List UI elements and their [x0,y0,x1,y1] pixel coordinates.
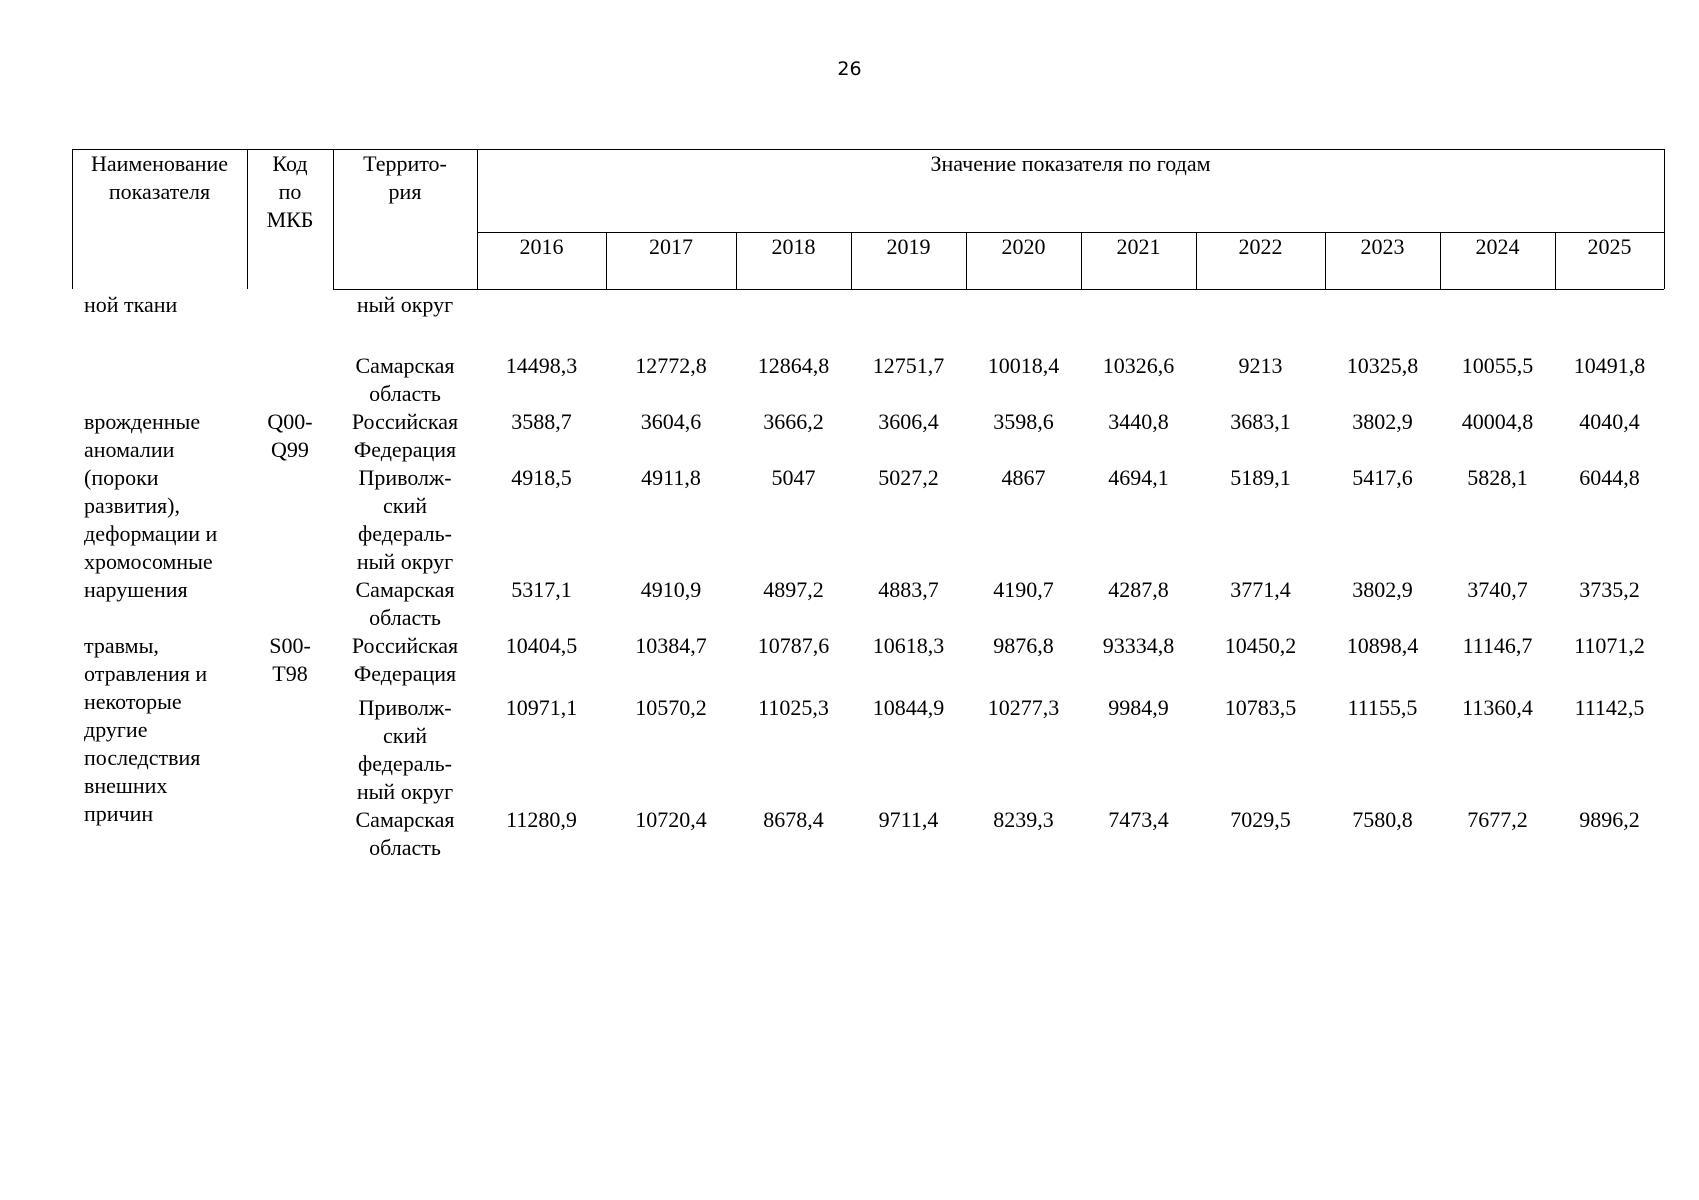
indicator-name-tail: ной ткани [84,292,178,317]
value-cell: 5828,1 [1467,465,1528,490]
value-cell: 4911,8 [641,465,701,490]
value-cell: 3588,7 [511,409,572,434]
header-year: 2021 [1116,234,1161,259]
value-cell: 5417,6 [1352,465,1413,490]
value-cell: 3802,9 [1352,409,1413,434]
value-cell: 11025,3 [758,695,829,720]
header-year: 2016 [519,234,564,259]
value-cell: 10491,8 [1573,353,1646,378]
territory-tail: ный округ [356,292,454,317]
territory-name: Федерация [353,437,457,462]
indicator-name: травмы, [84,633,159,658]
value-cell: 10384,7 [635,633,707,658]
icd-code: Q00- [267,409,313,434]
territory-name: ный округ [356,549,454,574]
header-territory: рия [388,179,422,204]
territory-name: ный округ [356,779,454,804]
indicator-name: хромосомные [84,549,213,574]
value-cell: 12864,8 [757,353,830,378]
value-cell: 4694,1 [1108,465,1169,490]
header-indicator-name: показателя [108,179,211,204]
value-cell: 14498,3 [505,353,578,378]
value-cell: 3666,2 [763,409,824,434]
territory-name: ский [383,493,427,518]
territory-name: Самарская [355,807,455,832]
indicator-name: отравления и [84,661,208,686]
indicator-name: последствия [84,745,201,770]
value-cell: 4910,9 [640,577,702,602]
indicator-name: внешних [84,773,168,798]
value-cell: 3740,7 [1467,577,1528,602]
value-cell: 10787,6 [757,633,830,658]
value-cell: 11360,4 [1462,695,1533,720]
header-year: 2024 [1475,234,1520,259]
value-cell: 6044,8 [1579,465,1640,490]
territory-name: федераль- [358,521,452,546]
territory-name: область [369,605,441,630]
value-cell: 10404,5 [505,633,578,658]
territory-name: Приволж- [358,465,452,490]
header-year: 2025 [1587,234,1632,259]
value-cell: 12772,8 [635,353,707,378]
value-cell: 10570,2 [635,695,707,720]
value-cell: 5027,2 [878,465,939,490]
value-cell: 9896,2 [1579,807,1640,832]
value-cell: 9711,4 [878,807,939,832]
value-cell: 3604,6 [640,409,702,434]
territory-name: ский [383,723,427,748]
territory-name: Российская [351,633,459,658]
value-cell: 10783,5 [1224,695,1297,720]
value-cell: 9984,9 [1108,695,1169,720]
value-cell: 4287,8 [1108,577,1169,602]
value-cell: 4918,5 [511,465,572,490]
indicator-name: другие [84,717,148,742]
territory-name: Самарская [355,577,455,602]
value-cell: 10018,4 [987,353,1060,378]
value-cell: 3771,4 [1230,577,1291,602]
value-cell: 9876,8 [993,633,1054,658]
header-icd-code: МКБ [266,207,314,232]
value-cell: 10618,3 [872,633,945,658]
header-year: 2018 [771,234,816,259]
value-cell: 11146,7 [1462,633,1533,658]
header-year: 2017 [649,234,693,259]
indicator-name: (пороки [84,465,159,490]
value-cell: 7580,8 [1352,807,1413,832]
value-cell: 12751,7 [872,353,945,378]
icd-code: Q99 [271,437,309,462]
value-cell: 4883,7 [878,577,939,602]
indicator-name: врожденные [84,409,201,434]
value-cell: 3683,1 [1230,409,1291,434]
value-cell: 4897,2 [763,577,824,602]
value-cell: 10971,1 [505,695,578,720]
header-year: 2019 [886,234,931,259]
value-cell: 3598,6 [993,409,1054,434]
value-cell: 9213 [1238,353,1283,378]
territory-name: Приволж- [358,695,452,720]
value-cell: 7029,5 [1230,807,1291,832]
value-cell: 11280,9 [506,807,577,832]
value-cell: 10277,3 [987,695,1060,720]
header-icd-code: по [278,179,302,204]
value-cell: 10055,5 [1461,353,1534,378]
indicator-name: причин [84,801,154,826]
value-cell: 7677,2 [1467,807,1528,832]
value-cell: 3606,4 [878,409,939,434]
value-cell: 4867 [1001,465,1046,490]
header-territory: Террито- [363,151,447,176]
value-cell: 10450,2 [1224,633,1297,658]
header-bottom-rule [333,289,1664,290]
territory-name: область [369,381,441,406]
header-year: 2020 [1001,234,1046,259]
value-cell: 3802,9 [1352,577,1413,602]
value-cell: 10898,4 [1346,633,1419,658]
page-number: 26 [837,58,862,80]
value-cell: 93334,8 [1102,633,1175,658]
value-cell: 40004,8 [1461,409,1534,434]
value-cell: 8239,3 [993,807,1054,832]
value-cell: 3735,2 [1579,577,1640,602]
value-cell: 5317,1 [511,577,572,602]
value-cell: 10844,9 [872,695,945,720]
header-year: 2022 [1238,234,1283,259]
value-cell: 8678,4 [763,807,824,832]
value-cell: 10720,4 [635,807,707,832]
header-indicator-name: Наименование [90,151,229,176]
value-cell: 11155,5 [1347,695,1418,720]
header-year: 2023 [1360,234,1405,259]
value-cell: 11071,2 [1574,633,1645,658]
value-cell: 5189,1 [1230,465,1291,490]
indicator-name: некоторые [84,689,182,714]
value-cell: 4190,7 [993,577,1054,602]
value-cell: 3440,8 [1108,409,1169,434]
value-cell: 10326,6 [1102,353,1175,378]
indicator-name: нарушения [84,577,188,602]
indicator-name: аномалии [84,437,175,462]
header-icd-code: Код [272,151,308,176]
territory-name: область [369,835,441,860]
territory-name: Российская [351,409,459,434]
indicator-name: развития), [84,493,180,518]
value-cell: 11142,5 [1574,695,1645,720]
icd-code: S00- [269,633,311,658]
value-cell: 5047 [771,465,816,490]
header-right-rule [1664,149,1665,289]
header-values-by-year: Значение показателя по годам [930,151,1211,176]
value-cell: 4040,4 [1579,409,1640,434]
value-cell: 7473,4 [1108,807,1169,832]
indicator-name: деформации и [84,521,218,546]
territory-name: Федерация [353,661,457,686]
icd-code: T98 [272,661,308,686]
value-cell: 10325,8 [1346,353,1419,378]
territory-name: федераль- [358,751,452,776]
territory-name: Самарская [355,353,455,378]
